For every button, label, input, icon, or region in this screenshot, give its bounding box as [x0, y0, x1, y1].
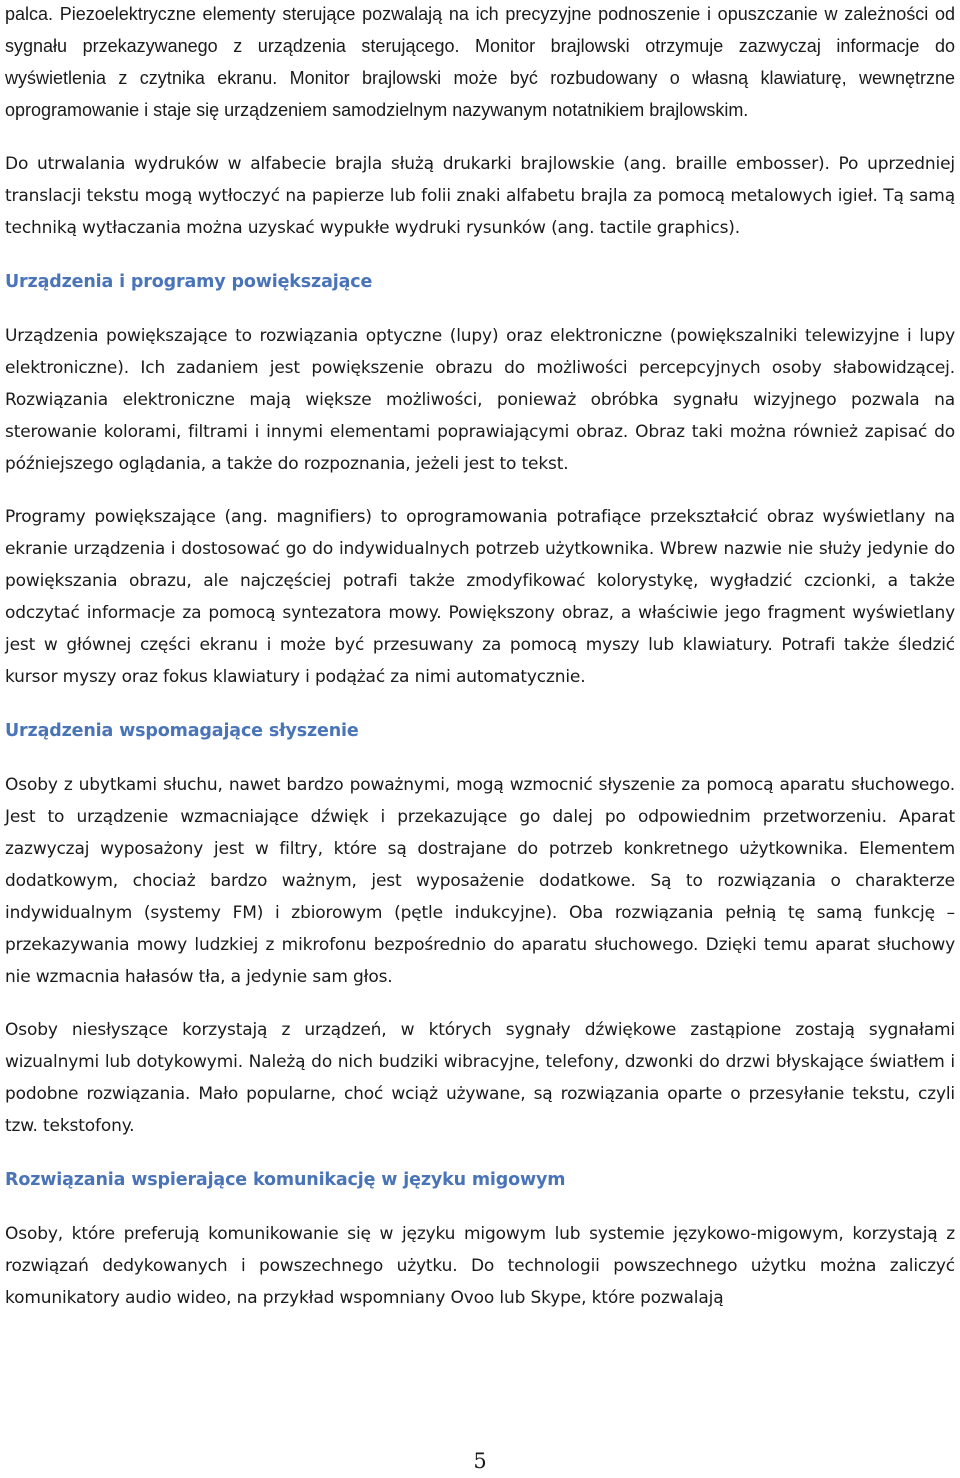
- document-page: [5, 0, 955, 1314]
- paragraph-hearing-aids: Osoby z ubytkami słuchu, nawet bardzo poważnymi, mogą wzmocnić słyszenie za pomocą aparatu słuchowego. Jest to urządzenie wzmacniające dźwięk i przekazujące go dalej po odpowiednim przetworzeniu. Aparat zazwyczaj wyposażony jest w filtry, które są dostrajane do potrzeb konkretnego użytkownika. Elementem dodatkowym, chociaż bardzo ważnym, jest wyposażenie dodatkowe. Są to rozwiązania o charakterze indywidualnym (systemy FM) i zbiorowym (pętle indukcyjne). Oba rozwiązania pełnią tę samą funkcję – przekazywania mowy ludzkiej z mikrofonu bezpośrednio do aparatu słuchowego. Dzięki temu aparat słuchowy nie wzmacnia hałasów tła, a jedynie sam głos.: [5, 775, 955, 987]
- paragraph-magnifier-software: Programy powiększające (ang. magnifiers) to oprogramowania potrafiące przekształcić obraz wyświetlany na ekranie urządzenia i dostosować go do indywidualnych potrzeb użytkownika. Wbrew nazwie nie służy jedynie do powiększania obrazu, ale najczęściej potrafi także zmodyfikować kolorystykę, wygładzić czcionki, a także odczytać informacje za pomocą syntezatora mowy. Powiększony obraz, a właściwie jego fragment wyświetlany jest w głównej części ekranu i może być przesuwany za pomocą myszy lub klawiatury. Potrafi także śledzić kursor myszy oraz fokus klawiatury i podążać za nimi automatycznie.: [5, 507, 955, 687]
- paragraph-deaf-devices: Osoby niesłyszące korzystają z urządzeń, w których sygnały dźwiękowe zastąpione zostają sygnałami wizualnymi lub dotykowymi. Należą do nich budziki wibracyjne, telefony, dzwonki do drzwi błyskające światłem i podobne rozwiązania. Mało popularne, choć wciąż używane, są rozwiązania oparte o przesyłanie tekstu, czyli tzw. tekstofony.: [5, 1020, 955, 1136]
- section-heading-sign-language: Rozwiązania wspierające komunikację w języku migowym: [5, 1170, 566, 1190]
- section-heading-magnifiers: Urządzenia i programy powiększające: [5, 272, 373, 292]
- page-number: 5: [473, 1449, 487, 1473]
- paragraph-sign-language: Osoby, które preferują komunikowanie się w języku migowym lub systemie językowo-migowym, korzystają z rozwiązań dedykowanych i powszechnego użytku. Do technologii powszechnego użytku można zaliczyć komunikatory audio wideo, na przykład wspomniany Ovoo lub Skype, które pozwalają: [5, 1224, 955, 1308]
- paragraph-braille-monitor: palca. Piezoelektryczne elementy sterujące pozwalają na ich precyzyjne podnoszenie i opuszczanie w zależności od sygnału przekazywanego z urządzenia sterującego. Monitor brajlowski otrzymuje zazwyczaj informacje do wyświetlenia z czytnika ekranu. Monitor brajlowski może być rozbudowany o własną klawiaturę, wewnętrzne oprogramowanie i staje się urządzeniem samodzielnym nazywanym notatnikiem brajlowskim.: [5, 4, 955, 120]
- section-heading-hearing: Urządzenia wspomagające słyszenie: [5, 721, 359, 741]
- paragraph-magnifying-devices: Urządzenia powiększające to rozwiązania optyczne (lupy) oraz elektroniczne (powiększalniki telewizyjne i lupy elektroniczne). Ich zadaniem jest powiększenie obrazu do możliwości percepcyjnych osoby słabowidzącej. Rozwiązania elektroniczne mają większe możliwości, ponieważ obróbka sygnału wizyjnego pozwala na sterowanie kolorami, filtrami i innymi elementami poprawiającymi obraz. Obraz taki można również zapisać do późniejszego oglądania, a także do rozpoznania, jeżeli jest to tekst.: [5, 326, 955, 474]
- paragraph-braille-printers: Do utrwalania wydruków w alfabecie brajla służą drukarki brajlowskie (ang. braille embosser). Po uprzedniej translacji tekstu mogą wytłoczyć na papierze lub folii znaki alfabetu brajla za pomocą metalowych igieł. Tą samą techniką wytłaczania można uzyskać wypukłe wydruki rysunków (ang. tactile graphics).: [5, 154, 955, 238]
